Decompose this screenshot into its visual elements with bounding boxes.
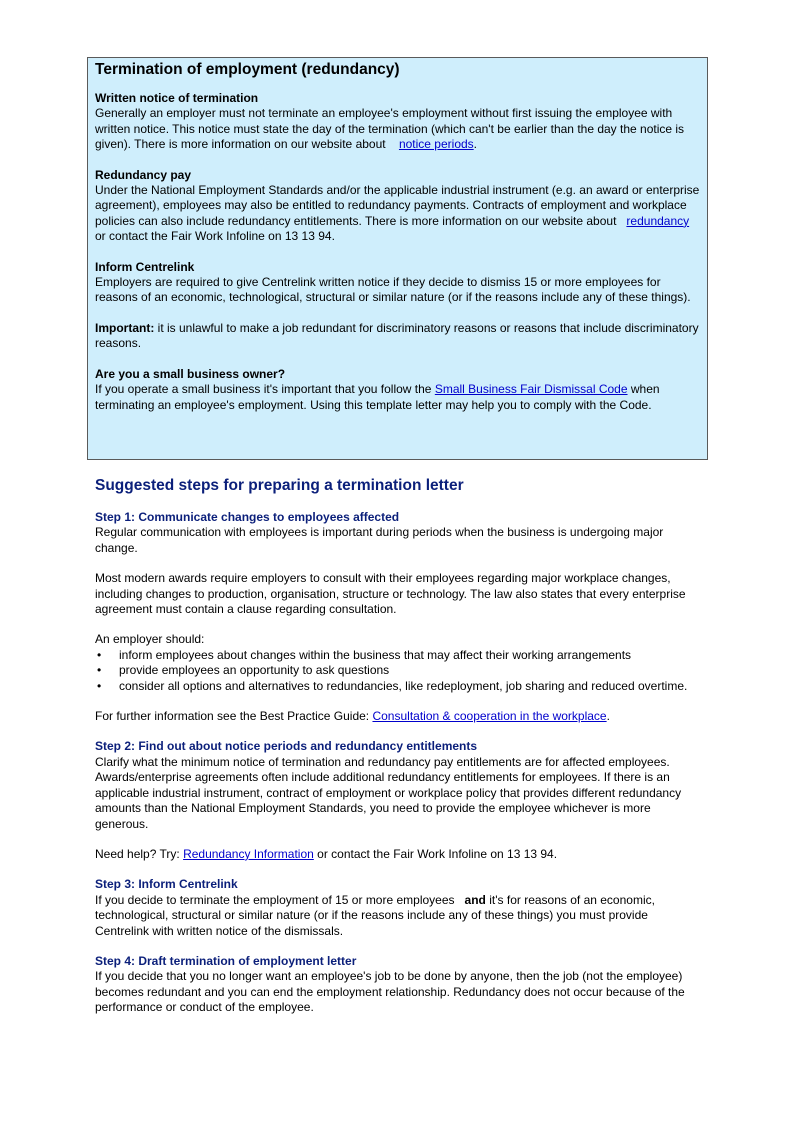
step-3-heading: Step 3: Inform Centrelink <box>95 877 238 892</box>
list-item: • provide employees an opportunity to ask questions <box>95 663 695 678</box>
step-1-para-2: Most modern awards require employers to consult with their employees regarding major workplace changes, including changes to production, organisation, structure or technology. The law also states that every enterprise agreement must contain a clause regarding consultation. <box>95 571 686 617</box>
step-2-para-1: Clarify what the minimum notice of termination and redundancy pay entitlements are for affected employees. Awards/enterprise agreements often include additional redundancy entitlements for employees. If there is an applicable industrial instrument, contract of employment or workplace policy that provides different redundancy amounts than the National Employment Standards, you need to provide the employee whichever is more generous. <box>95 754 682 831</box>
box-title: Termination of employment (redundancy) <box>95 61 400 78</box>
step-1-bullets <box>95 648 695 694</box>
redundancy-link[interactable]: redundancy <box>626 213 690 228</box>
redundancy-pay-heading: Redundancy pay <box>95 167 192 182</box>
important-text: Important: it is unlawful to make a job redundant for discriminatory reasons or reasons that include discriminatory reasons. <box>95 320 699 351</box>
centrelink-section <box>95 260 701 306</box>
notice-periods-link[interactable]: notice periods <box>398 137 474 152</box>
notice-text: Generally an employer must not terminate an employee's employment without first issuing the employee with written notice. This notice must state the day of the termination (which can't be earlier than the day the notice is given). There is more information on our website about notice periods. <box>95 106 685 152</box>
step-4 <box>95 954 695 1016</box>
list-item: • consider all options and alternatives to redundancies, like redeployment, job sharing and reduced overtime. <box>95 679 695 694</box>
centrelink-heading: Inform Centrelink <box>95 259 195 274</box>
step-2-heading: Step 2: Find out about notice periods and redundancy entitlements <box>95 739 478 754</box>
step-2 <box>95 739 695 862</box>
step-3-para: If you decide to terminate the employment of 15 or more employees and it's for reasons of an economic, technological, structural or similar nature (or if the reasons include any of these things) you must provide Centrelink with written notice of the dismissals. <box>95 892 655 938</box>
step-1-para-1: Regular communication with employees is important during periods when the business is undergoing major change. <box>95 525 664 555</box>
step-4-heading: Step 4: Draft termination of employment letter <box>95 953 357 968</box>
centrelink-text: Employers are required to give Centrelink written notice if they decide to dismiss 15 or more employees for reasons of an economic, technological, structural or similar nature (or if the reasons include any of these things). <box>95 275 691 305</box>
important-section <box>95 321 701 352</box>
step-2-help: Need help? Try: Redundancy Information or contact the Fair Work Infoline on 13 13 94. <box>95 846 558 861</box>
redundancy-information-link[interactable]: Redundancy Information <box>183 846 314 861</box>
step-1 <box>95 510 695 724</box>
info-box <box>87 57 708 460</box>
small-business-section <box>95 367 701 413</box>
fair-dismissal-code-link[interactable]: Small Business Fair Dismissal Code <box>434 382 628 397</box>
step-3-bold: and <box>464 892 486 907</box>
steps-title: Suggested steps for preparing a termination letter <box>95 477 464 494</box>
redundancy-pay-text: Under the National Employment Standards and/or the applicable industrial instrument (e.g. an award or enterprise agreement), employees may also be entitled to redundancy payments. Contracts of employment and workplace policies can also include redundancy entitlements. There is more information on our website about redundancy or contact the Fair Work Infoline on 13 13 94. <box>95 183 700 244</box>
consultation-link[interactable]: Consultation & cooperation in the workplace <box>372 709 607 724</box>
step-1-further: For further information see the Best Practice Guide: Consultation & cooperation in the workplace. <box>95 709 610 724</box>
steps-section <box>95 476 695 1031</box>
list-item: • inform employees about changes within the business that may affect their working arrangements <box>95 648 695 663</box>
important-label: Important: <box>95 320 155 335</box>
redundancy-pay-section <box>95 168 701 245</box>
step-4-para: If you decide that you no longer want an employee's job to be done by anyone, then the job (not the employee) becomes redundant and you can end the employment relationship. Redundancy does not occur because of the performance or conduct of the employee. <box>95 969 685 1015</box>
small-business-heading: Are you a small business owner? <box>95 366 286 381</box>
notice-heading: Written notice of termination <box>95 91 259 105</box>
notice-section <box>95 91 701 153</box>
step-3 <box>95 877 695 939</box>
step-1-lead: An employer should: <box>95 632 205 647</box>
small-business-text: If you operate a small business it's important that you follow the Small Business Fair Dismissal Code when terminating an employee's employment. Using this template letter may help you to comply with the Code. <box>95 382 660 412</box>
step-1-heading: Step 1: Communicate changes to employees affected <box>95 510 400 524</box>
